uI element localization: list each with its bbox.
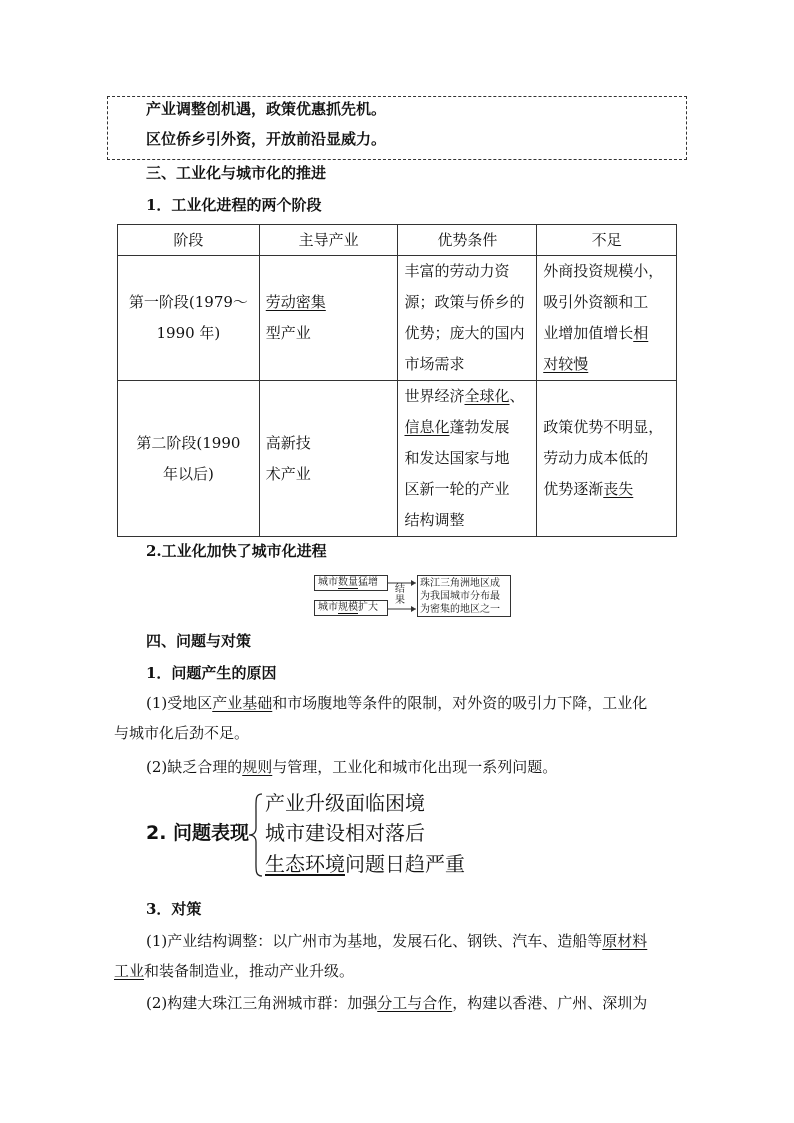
industry-cell: 高新技 术产业 — [259, 381, 398, 537]
header-shortage: 不足 — [537, 225, 677, 256]
section-3-sub-2: 2.工业化加快了城市化进程 — [146, 542, 327, 560]
flow-box-scale: 城市规模扩大 — [314, 600, 388, 616]
table-row — [118, 256, 677, 381]
issue-item: 生态环境问题日趋严重 — [265, 852, 465, 876]
section-3-sub-1: 1．工业化进程的两个阶段 — [146, 196, 322, 214]
stages-table — [117, 224, 677, 537]
section-4-sub-3: 3．对策 — [146, 900, 202, 918]
table-header-row — [118, 225, 677, 256]
stage-cell: 第二阶段(1990 年以后) — [118, 381, 260, 537]
reason-paragraph-1: (1)受地区产业基础和市场腹地等条件的限制，对外资的吸引力下降，工业化 — [146, 694, 648, 712]
mnemonic-line-1: 产业调整创机遇，政策优惠抓先机。 — [146, 100, 387, 118]
section-3-title: 三、工业化与城市化的推进 — [146, 164, 327, 182]
industry-cell: 劳动密集 型产业 — [259, 256, 398, 381]
issue-item: 城市建设相对落后 — [265, 821, 425, 845]
advantage-cell: 世界经济全球化、 信息化蓬勃发展 和发达国家与地 区新一轮的产业 结构调整 — [398, 381, 537, 537]
flow-box-quantity: 城市数量猛增 — [314, 575, 388, 591]
measure-paragraph-1: (1)产业结构调整：以广州市为基地，发展石化、钢铁、汽车、造船等原材料 — [146, 932, 648, 950]
issues-label: 2. 问题表现 — [146, 822, 250, 844]
mnemonic-line-2: 区位侨乡引外资，开放前沿显威力。 — [146, 130, 387, 148]
section-4-sub-1: 1．问题产生的原因 — [146, 664, 277, 682]
section-4-title: 四、问题与对策 — [146, 632, 252, 650]
brace-icon — [248, 792, 264, 878]
advantage-cell: 丰富的劳动力资 源；政策与侨乡的 优势；庞大的国内 市场需求 — [398, 256, 537, 381]
stage-cell: 第一阶段(1979～ 1990 年) — [118, 256, 260, 381]
reason-paragraph-1-cont: 与城市化后劲不足。 — [114, 724, 250, 742]
measure-paragraph-1-cont: 工业和装备制造业，推动产业升级。 — [114, 962, 355, 980]
header-advantage: 优势条件 — [398, 225, 537, 256]
flow-result-box: 珠江三角洲地区成 为我国城市分布最 为密集的地区之一 — [417, 575, 511, 617]
reason-paragraph-2: (2)缺乏合理的规则与管理，工业化和城市化出现一系列问题。 — [146, 758, 558, 776]
issue-item: 产业升级面临困境 — [265, 791, 425, 815]
shortage-cell: 外商投资规模小， 吸引外资额和工 业增加值增长相 对较慢 — [537, 256, 677, 381]
header-stage: 阶段 — [118, 225, 260, 256]
measure-paragraph-2: (2)构建大珠江三角洲城市群：加强分工与合作，构建以香港、广州、深圳为 — [146, 994, 648, 1012]
header-industry: 主导产业 — [259, 225, 398, 256]
table-row — [118, 381, 677, 537]
shortage-cell: 政策优势不明显， 劳动力成本低的 优势逐渐丧失 — [537, 381, 677, 537]
flow-result-label: 结果 — [395, 584, 405, 606]
